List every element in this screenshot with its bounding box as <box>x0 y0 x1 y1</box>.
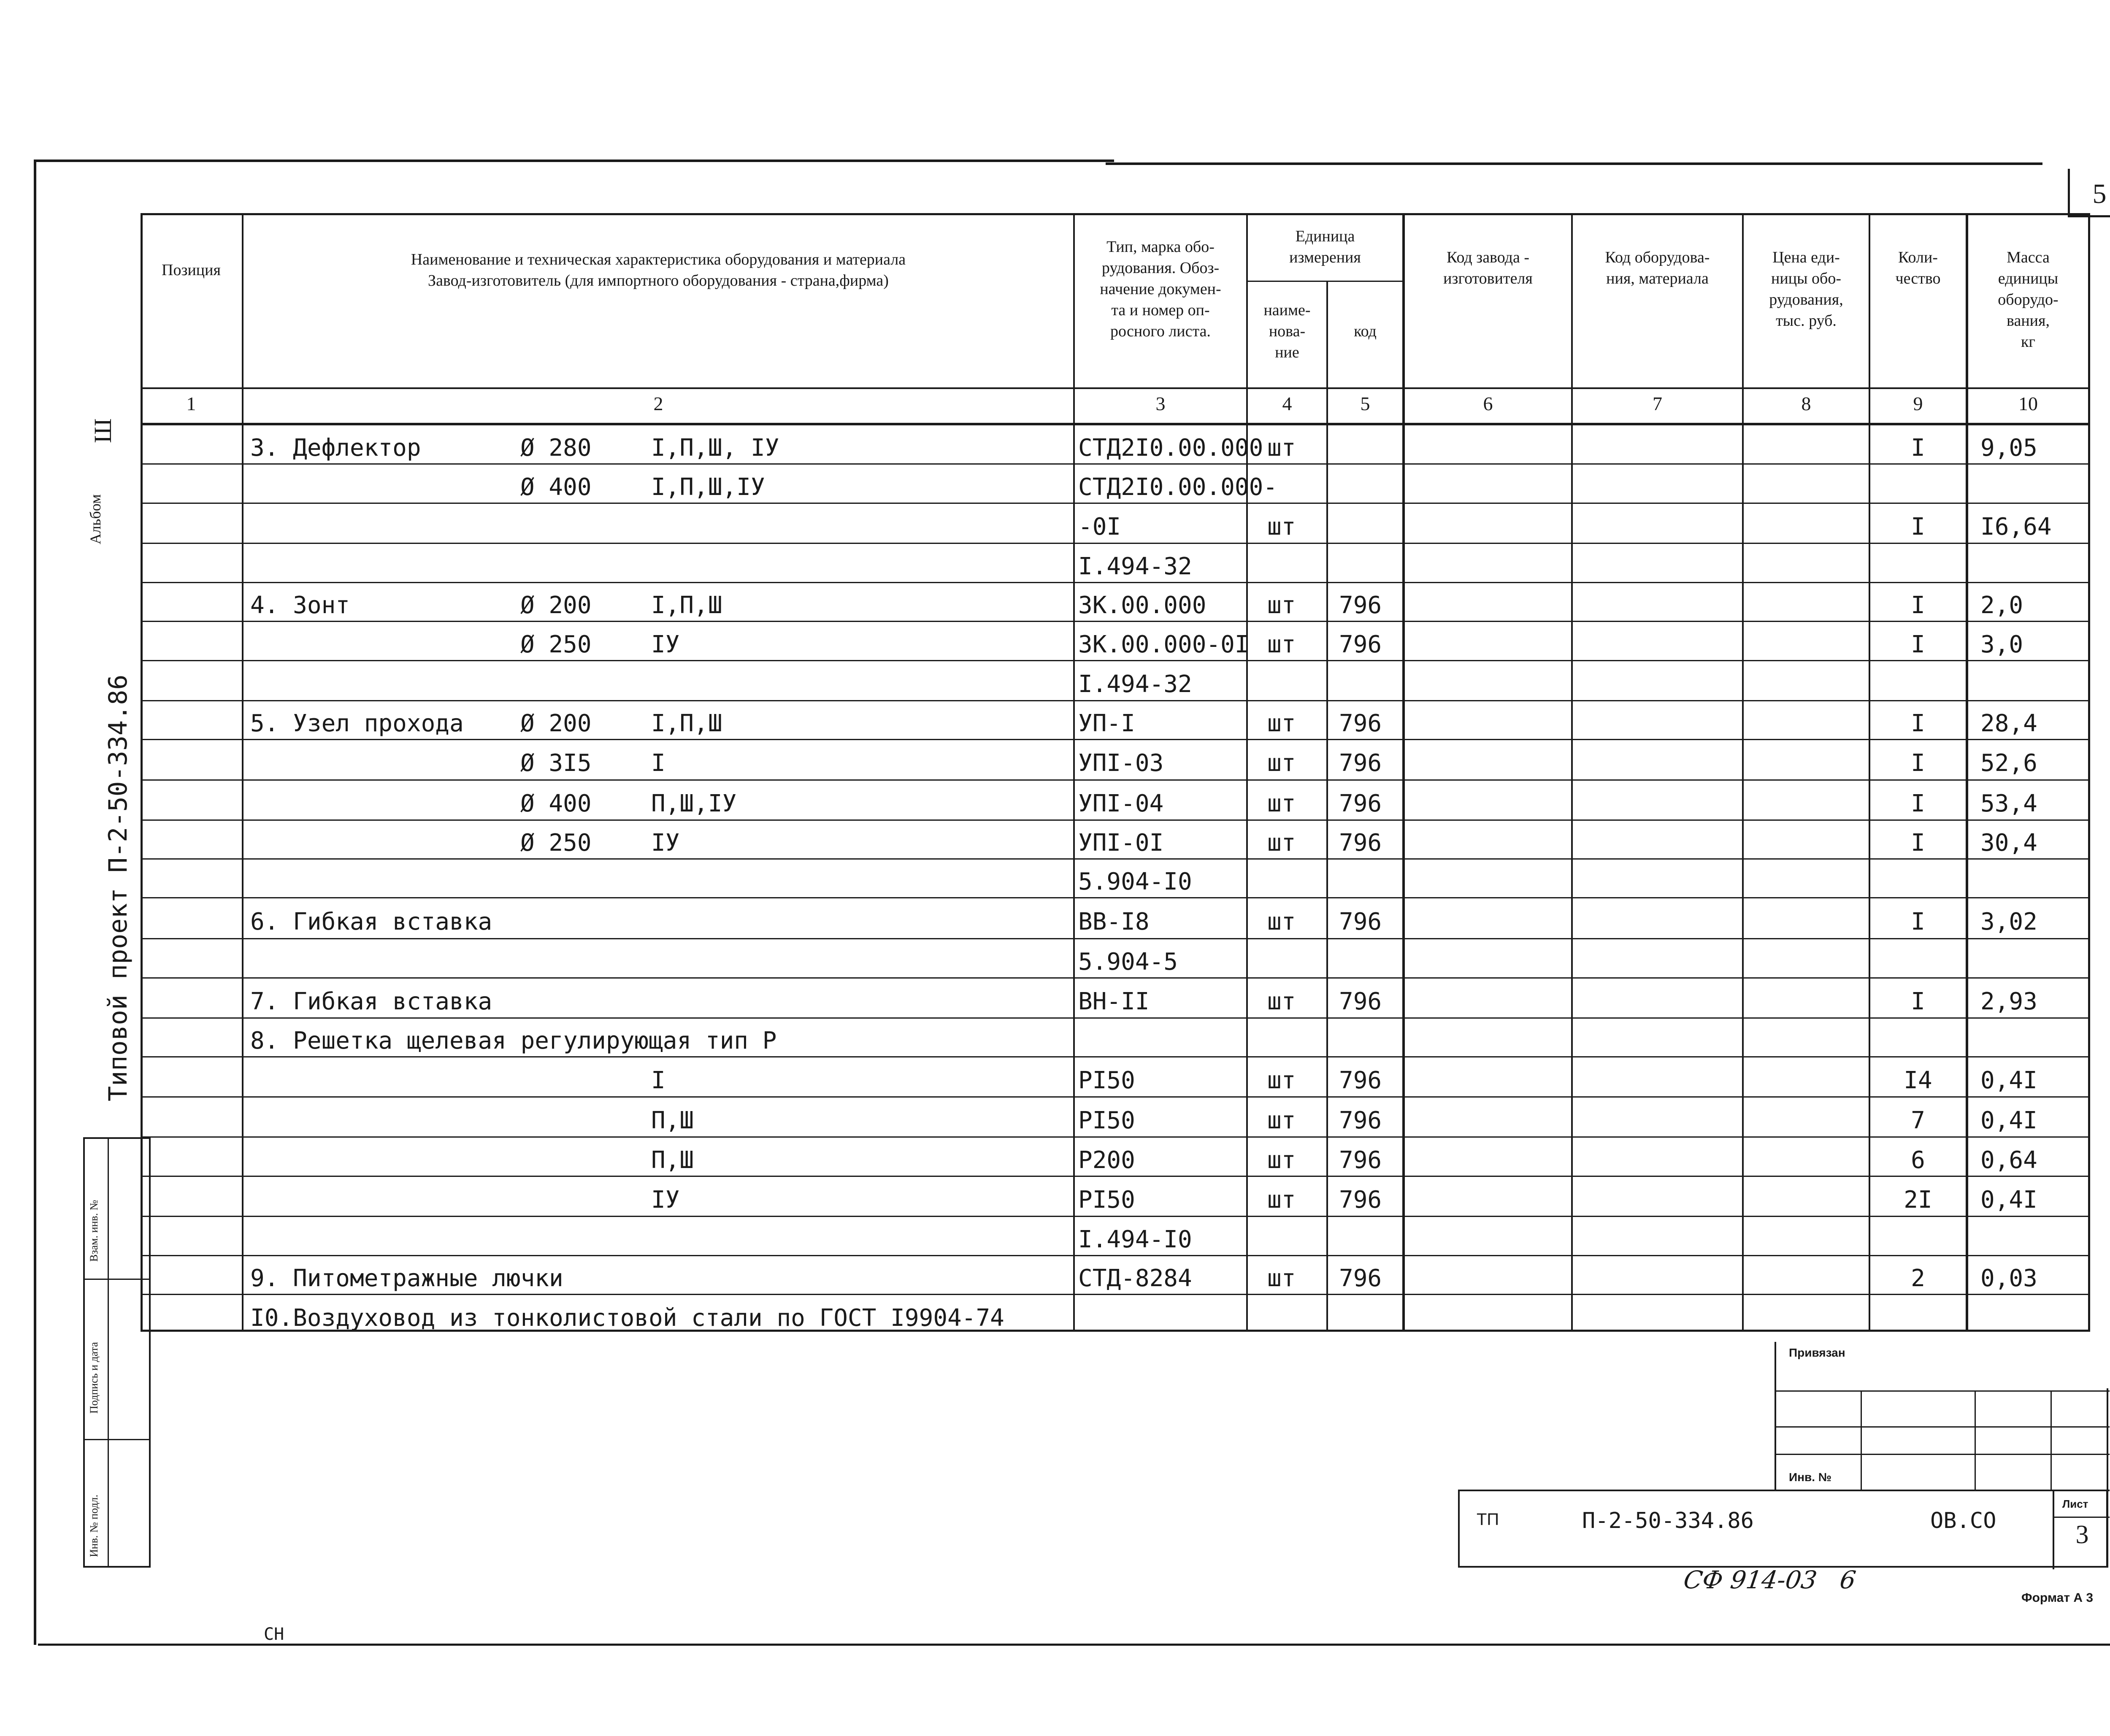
row-code: 796 <box>1339 1146 1382 1174</box>
row-code: 796 <box>1339 1106 1382 1134</box>
row-mass: 53,4 <box>1980 790 2037 817</box>
row-code: 796 <box>1339 592 1382 619</box>
table-row <box>141 1295 2090 1335</box>
row-sys: IУ <box>651 1186 680 1214</box>
row-type: СТД-8284 <box>1078 1265 1192 1292</box>
col-num-2: 2 <box>653 393 663 414</box>
row-type: УПI-0I <box>1078 829 1164 857</box>
row-name: 9. Питометражные лючки <box>250 1265 563 1292</box>
row-qty: 7 <box>1911 1106 1925 1134</box>
footer-mark: СН <box>264 1625 284 1644</box>
row-code: 796 <box>1339 710 1382 737</box>
row-sys: I,П,Ш, IУ <box>651 434 779 462</box>
table-row <box>141 544 2090 583</box>
row-qty: 2 <box>1911 1265 1925 1292</box>
col-num-8: 8 <box>1801 393 1811 414</box>
row-type: PI50 <box>1078 1106 1135 1134</box>
side-album-number: Ш <box>89 418 116 443</box>
row-code: 796 <box>1339 1186 1382 1214</box>
table-row <box>141 1057 2090 1097</box>
stamp-inv-podl: Инв. № подл. <box>88 1494 100 1557</box>
row-type: УПI-03 <box>1078 749 1164 777</box>
table-row <box>141 622 2090 661</box>
row-dia: Ø 280 <box>520 434 592 462</box>
row-qty: I <box>1911 790 1925 817</box>
row-type: ЗК.00.000 <box>1078 592 1206 619</box>
row-name: 5. Узел прохода <box>250 710 464 737</box>
table-row <box>141 1097 2090 1137</box>
stamp-vzam-inv: Взам. инв. № <box>88 1200 100 1262</box>
row-unit: шт <box>1267 1265 1296 1292</box>
row-type: PI50 <box>1078 1066 1135 1094</box>
col-num-9: 9 <box>1913 393 1923 414</box>
table-row <box>141 898 2090 939</box>
row-code: 796 <box>1339 908 1382 936</box>
row-type: I.494-32 <box>1078 552 1192 580</box>
col-num-3: 3 <box>1155 393 1166 414</box>
row-name: 4. Зонт <box>250 592 350 619</box>
row-type: I.494-I0 <box>1078 1225 1192 1253</box>
col-num-4: 4 <box>1282 393 1292 414</box>
table-row <box>141 1137 2090 1176</box>
table-row <box>141 701 2090 740</box>
row-qty: I <box>1911 630 1925 658</box>
row-name: 3. Дефлектор <box>250 434 421 462</box>
table-row <box>141 503 2090 544</box>
table-row <box>141 1256 2090 1295</box>
row-qty: I <box>1911 710 1925 737</box>
row-unit: шт <box>1267 513 1296 541</box>
row-dia: Ø 3I5 <box>520 749 592 777</box>
row-mass: 9,05 <box>1980 434 2037 462</box>
row-sys: П,Ш <box>651 1106 694 1134</box>
privyazan-label: Привязан <box>1789 1346 1845 1359</box>
row-mass: I6,64 <box>1980 513 2052 541</box>
stamp-podpis-data: Подпись и дата <box>88 1342 100 1414</box>
row-sys: I,П,Ш <box>651 710 722 737</box>
row-unit: шт <box>1267 434 1296 462</box>
frame-left <box>34 160 36 1645</box>
row-type: УПI-04 <box>1078 790 1164 817</box>
inv-label: Инв. № <box>1789 1471 1832 1484</box>
row-qty: I <box>1911 434 1925 462</box>
row-code: 796 <box>1339 790 1382 817</box>
row-qty: I <box>1911 829 1925 857</box>
side-project-label: Типовой проект П-2-50-334.86 <box>103 674 133 1101</box>
col-num-5: 5 <box>1360 393 1370 414</box>
row-name: I0.Воздуховод из тонколистовой стали по ГОСТ I9904-74 <box>250 1304 1004 1332</box>
header-price: Цена еди- ницы обо- рудования, тыс. руб. <box>1769 249 1843 330</box>
header-unit: Единица измерения <box>1289 227 1361 266</box>
sheet-number: 3 <box>2075 1520 2089 1549</box>
row-type: ЗК.00.000-0I <box>1078 630 1249 658</box>
row-type: СТД2I0.00.000- <box>1078 473 1278 501</box>
row-qty: I4 <box>1904 1066 1932 1094</box>
row-mass: 3,0 <box>1980 630 2023 658</box>
table-row <box>141 1018 2090 1057</box>
table-row <box>141 820 2090 859</box>
row-code: 796 <box>1339 749 1382 777</box>
row-name: 6. Гибкая вставка <box>250 908 492 936</box>
title-block <box>1458 1490 2108 1568</box>
row-unit: шт <box>1267 1106 1296 1134</box>
row-dia: Ø 250 <box>520 829 592 857</box>
row-qty: I <box>1911 513 1925 541</box>
side-album-label: Альбом <box>87 494 104 544</box>
row-mass: 2,0 <box>1980 592 2023 619</box>
table-row <box>141 464 2090 503</box>
row-dia: Ø 250 <box>520 630 592 658</box>
frame-top-left <box>34 160 1114 162</box>
col-num-6: 6 <box>1483 393 1493 414</box>
tp-label: ТП <box>1477 1510 1499 1529</box>
row-mass: 0,4I <box>1980 1186 2037 1214</box>
row-code: 796 <box>1339 829 1382 857</box>
row-unit: шт <box>1267 987 1296 1015</box>
stamp-strip-divider-2 <box>83 1439 151 1440</box>
header-name-line2: Завод-изготовитель (для импортного оборудования - страна,фирма) <box>428 272 889 289</box>
row-unit: шт <box>1267 592 1296 619</box>
table-body <box>141 425 2090 1330</box>
row-type: ВВ-I8 <box>1078 908 1150 936</box>
row-name: 7. Гибкая вставка <box>250 987 492 1015</box>
spec-table <box>141 213 2090 1331</box>
row-dia: Ø 400 <box>520 790 592 817</box>
row-mass: 28,4 <box>1980 710 2037 737</box>
row-type: PI50 <box>1078 1186 1135 1214</box>
row-mass: 3,02 <box>1980 908 2037 936</box>
row-type: 5.904-5 <box>1078 948 1178 976</box>
col-num-1: 1 <box>186 393 196 414</box>
row-sys: П,Ш <box>651 1146 694 1174</box>
row-unit: шт <box>1267 1066 1296 1094</box>
row-mass: 52,6 <box>1980 749 2037 777</box>
row-sys: I <box>651 749 665 777</box>
row-unit: шт <box>1267 1146 1296 1174</box>
row-qty: 6 <box>1911 1146 1925 1174</box>
row-sys: I,П,Ш <box>651 592 722 619</box>
row-type: Р200 <box>1078 1146 1135 1174</box>
header-unit-name: наиме- нова- ние <box>1263 301 1311 361</box>
table-row <box>141 939 2090 978</box>
frame-bottom <box>38 1644 2110 1646</box>
row-qty: I <box>1911 908 1925 936</box>
table-row <box>141 1176 2090 1217</box>
header-unit-code: код <box>1354 322 1377 340</box>
row-mass: 0,4I <box>1980 1106 2037 1134</box>
header-mass: Масса единицы оборудо- вания, кг <box>1998 249 2059 351</box>
row-type: ВН-II <box>1078 987 1150 1015</box>
row-qty: 2I <box>1904 1186 1932 1214</box>
row-mass: 0,03 <box>1980 1265 2037 1292</box>
header-quantity: Коли- чество <box>1895 249 1941 287</box>
page-number: 5 <box>2092 178 2107 209</box>
row-name: 8. Решетка щелевая регулирующая тип Р <box>250 1027 777 1055</box>
table-row <box>141 583 2090 622</box>
table-row <box>141 978 2090 1018</box>
row-sys: I <box>651 1066 665 1094</box>
row-unit: шт <box>1267 710 1296 737</box>
header-type: Тип, марка обо- рудования. Обоз- начение докумен- та и номер оп- росного листа. <box>1100 238 1221 340</box>
row-type: 5.904-I0 <box>1078 868 1192 895</box>
header-name-line1: Наименование и техническая характеристика оборудования и материала <box>411 251 906 268</box>
row-sys: П,Ш,IУ <box>651 790 737 817</box>
row-code: 796 <box>1339 987 1382 1015</box>
row-sys: IУ <box>651 630 680 658</box>
row-type: I.494-32 <box>1078 670 1192 698</box>
table-row <box>141 740 2090 780</box>
row-type: УП-I <box>1078 710 1135 737</box>
row-code: 796 <box>1339 1265 1382 1292</box>
format-label: Формат А 3 <box>2021 1591 2094 1605</box>
row-unit: шт <box>1267 829 1296 857</box>
row-dia: Ø 400 <box>520 473 592 501</box>
header-factory-code: Код завода - изготовителя <box>1443 249 1533 287</box>
table-row <box>141 859 2090 898</box>
row-sys: IУ <box>651 829 680 857</box>
row-code: 796 <box>1339 630 1382 658</box>
row-mass: 0,64 <box>1980 1146 2037 1174</box>
table-row <box>141 425 2090 464</box>
row-dia: Ø 200 <box>520 710 592 737</box>
row-mass: 0,4I <box>1980 1066 2037 1094</box>
table-row <box>141 661 2090 701</box>
row-qty: I <box>1911 749 1925 777</box>
doc-code: П-2-50-334.86 <box>1582 1508 1754 1533</box>
row-code: 796 <box>1339 1066 1382 1094</box>
row-type: -0I <box>1078 513 1121 541</box>
header-position: Позиция <box>162 261 221 279</box>
row-unit: шт <box>1267 1186 1296 1214</box>
frame-top-right <box>1106 162 2042 165</box>
row-dia: Ø 200 <box>520 592 592 619</box>
handwritten-note: СФ 914-03 6 <box>1682 1566 1858 1594</box>
doc-mark: ОВ.СО <box>1930 1508 1996 1533</box>
row-type: СТД2I0.00.000 <box>1078 434 1263 462</box>
row-unit: шт <box>1267 790 1296 817</box>
row-mass: 2,93 <box>1980 987 2037 1015</box>
privyazan-block <box>1775 1342 2108 1490</box>
header-equipment-code: Код оборудова- ния, материала <box>1605 249 1710 287</box>
row-qty: I <box>1911 592 1925 619</box>
table-row <box>141 1217 2090 1256</box>
row-sys: I,П,Ш,IУ <box>651 473 765 501</box>
col-num-10: 10 <box>2018 393 2038 414</box>
col-num-7: 7 <box>1653 393 1662 414</box>
stamp-strip-divider-v <box>108 1137 109 1568</box>
row-mass: 30,4 <box>1980 829 2037 857</box>
row-qty: I <box>1911 987 1925 1015</box>
row-unit: шт <box>1267 908 1296 936</box>
row-unit: шт <box>1267 749 1296 777</box>
row-unit: шт <box>1267 630 1296 658</box>
table-row <box>141 780 2090 820</box>
sheet-label: Лист <box>2062 1498 2088 1510</box>
